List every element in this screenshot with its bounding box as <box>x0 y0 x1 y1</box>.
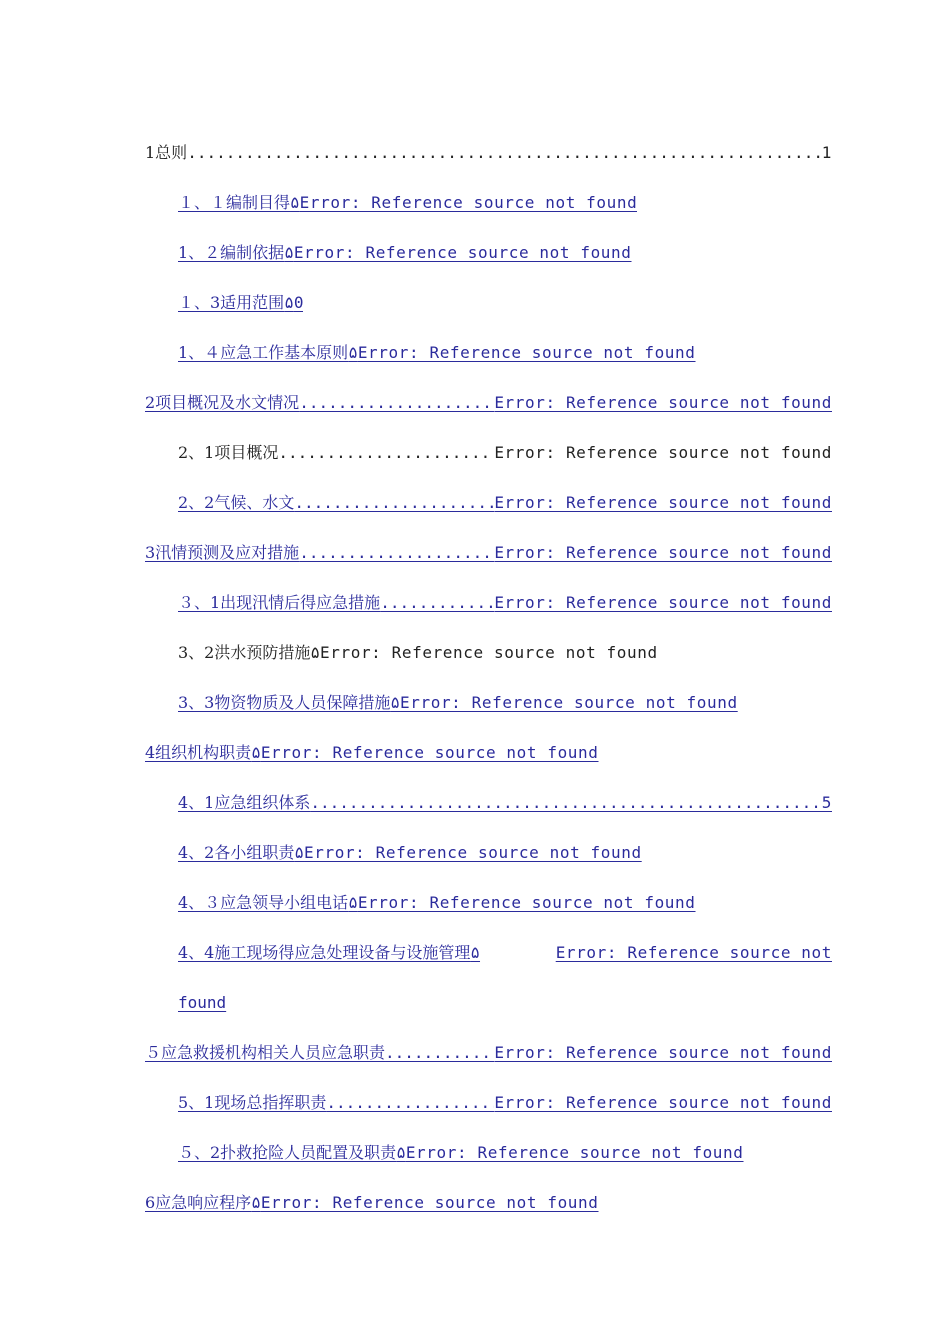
toc-entry-page: 1 <box>821 143 832 162</box>
dot-leader <box>278 439 494 467</box>
toc-separator: ۵ <box>348 343 358 362</box>
dot-leader <box>310 789 821 817</box>
toc-entry-title: 3、2洪水预防措施 <box>178 643 311 662</box>
toc-entry-title: 4组织机构职责 <box>145 743 252 762</box>
toc-entry-5-2[interactable] <box>178 1139 744 1167</box>
toc-entry-3-1[interactable] <box>178 589 832 617</box>
toc-entry-page: Error: Reference source not found <box>405 1143 744 1162</box>
toc-separator: ۵ <box>396 1143 406 1162</box>
toc-entry-title: 3、3物资物质及人员保障措施 <box>178 693 391 712</box>
toc-entry-4-1[interactable] <box>178 789 832 817</box>
toc-entry-page: Error: Reference source not found <box>357 343 696 362</box>
toc-entry-title: 1总则 <box>145 143 188 162</box>
toc-separator: ۵ <box>294 843 305 862</box>
toc-entry-title: 5、1现场总指挥职责 <box>178 1093 327 1112</box>
toc-entry-title: 4、1应急组织体系 <box>178 793 311 812</box>
dot-leader <box>326 1089 494 1117</box>
toc-entry-page: Error: Reference source not found <box>357 893 696 912</box>
toc-entry-4-2[interactable] <box>178 839 642 867</box>
toc-entry-title: 4、３应急领导小组电话 <box>178 893 349 912</box>
toc-entry-title: 2项目概况及水文情况 <box>145 393 300 412</box>
toc-entry-5-1[interactable] <box>178 1089 832 1117</box>
toc-entry-page: Error: Reference source not found <box>494 393 832 412</box>
toc-entry-page: Error: Reference source not found <box>260 1193 599 1212</box>
toc-entry-5[interactable] <box>145 1039 832 1067</box>
toc-entry-title: ３、1出现汛情后得应急措施 <box>178 593 381 612</box>
toc-entry-2-2[interactable] <box>178 489 832 517</box>
toc-entry-page: Error: Reference source not found <box>304 843 642 862</box>
toc-entry-title: 2、2气候、水文 <box>178 493 295 512</box>
toc-entry-title: 1、２编制依据 <box>178 243 285 262</box>
dot-leader <box>299 539 494 567</box>
toc-entry-4[interactable] <box>145 739 599 767</box>
toc-entry-page: Error: Reference source not found <box>299 193 638 212</box>
dot-leader <box>380 589 494 617</box>
toc-entry-title: 3汛情预测及应对措施 <box>145 543 300 562</box>
toc-separator: ۵ <box>470 943 481 962</box>
toc-entry-4-3[interactable] <box>178 889 696 917</box>
toc-entry-title: 4、2各小组职责 <box>178 843 295 862</box>
toc-entry-3-3[interactable] <box>178 689 738 717</box>
toc-entry-1-4[interactable] <box>178 339 696 367</box>
toc-separator: ۵ <box>290 193 300 212</box>
toc-entry-title: １、3适用范围 <box>178 293 285 312</box>
toc-entry-2[interactable] <box>145 389 832 417</box>
toc-entry-title: １、１编制目得 <box>178 193 291 212</box>
toc-entry-2-1[interactable] <box>178 439 832 467</box>
toc-entry-title: 6应急响应程序 <box>145 1193 252 1212</box>
toc-entry-1-1[interactable] <box>178 189 637 217</box>
toc-entry-page: Error: Reference source not found <box>494 593 832 612</box>
toc-entry-page: Error: Reference source not found <box>400 693 738 712</box>
dot-leader <box>385 1039 494 1067</box>
toc-entry-page: Error: Reference source not found <box>320 643 658 662</box>
toc-entry-4-4-continuation[interactable]: found <box>178 993 227 1012</box>
toc-entry-title: ５、2扑救抢险人员配置及职责 <box>178 1143 397 1162</box>
toc-entry-title: 2、1项目概况 <box>178 443 279 462</box>
toc-entry-title: ５应急救援机构相关人员应急职责 <box>145 1043 386 1062</box>
dot-leader <box>187 139 822 167</box>
toc-entry-page: Error: Reference source not found <box>293 243 632 262</box>
toc-entry-page: Error: Reference source not found <box>494 543 832 562</box>
toc-entry-page: Error: Reference source not found <box>494 493 832 512</box>
toc-separator: ۵ <box>251 1193 261 1212</box>
toc-separator: ۵ <box>284 243 294 262</box>
toc-entry-page: Error: Reference source not found <box>494 1043 832 1062</box>
toc-separator: ۵ <box>310 643 321 662</box>
toc-separator: ۵ <box>348 893 358 912</box>
toc-entry-title: 4、4施工现场得应急处理设备与设施管理 <box>178 943 471 962</box>
toc-entry-4-4[interactable] <box>178 939 832 967</box>
toc-entry-page: Error: Reference source not found <box>260 743 599 762</box>
toc-entry-page: 5 <box>821 793 832 812</box>
toc-separator: ۵ <box>251 743 261 762</box>
toc-entry-page: Error: Reference source not found <box>494 443 832 462</box>
toc-entry-page: Error: Reference source not <box>555 943 832 962</box>
toc-entry-title: 1、４应急工作基本原则 <box>178 343 349 362</box>
toc-separator: ۵ <box>390 693 401 712</box>
toc-entry-3-2[interactable] <box>178 639 658 667</box>
toc-entry-6[interactable] <box>145 1189 599 1217</box>
toc-entry-3[interactable] <box>145 539 832 567</box>
toc-entry-1-3[interactable] <box>178 289 303 317</box>
toc-entry-page: Error: Reference source not found <box>494 1093 832 1112</box>
toc-entry-1[interactable] <box>145 139 832 167</box>
dot-leader <box>299 389 494 417</box>
toc-entry-page: 0 <box>293 293 304 312</box>
toc-separator: ۵ <box>284 293 294 312</box>
toc-entry-1-2[interactable] <box>178 239 632 267</box>
dot-leader <box>294 489 494 517</box>
